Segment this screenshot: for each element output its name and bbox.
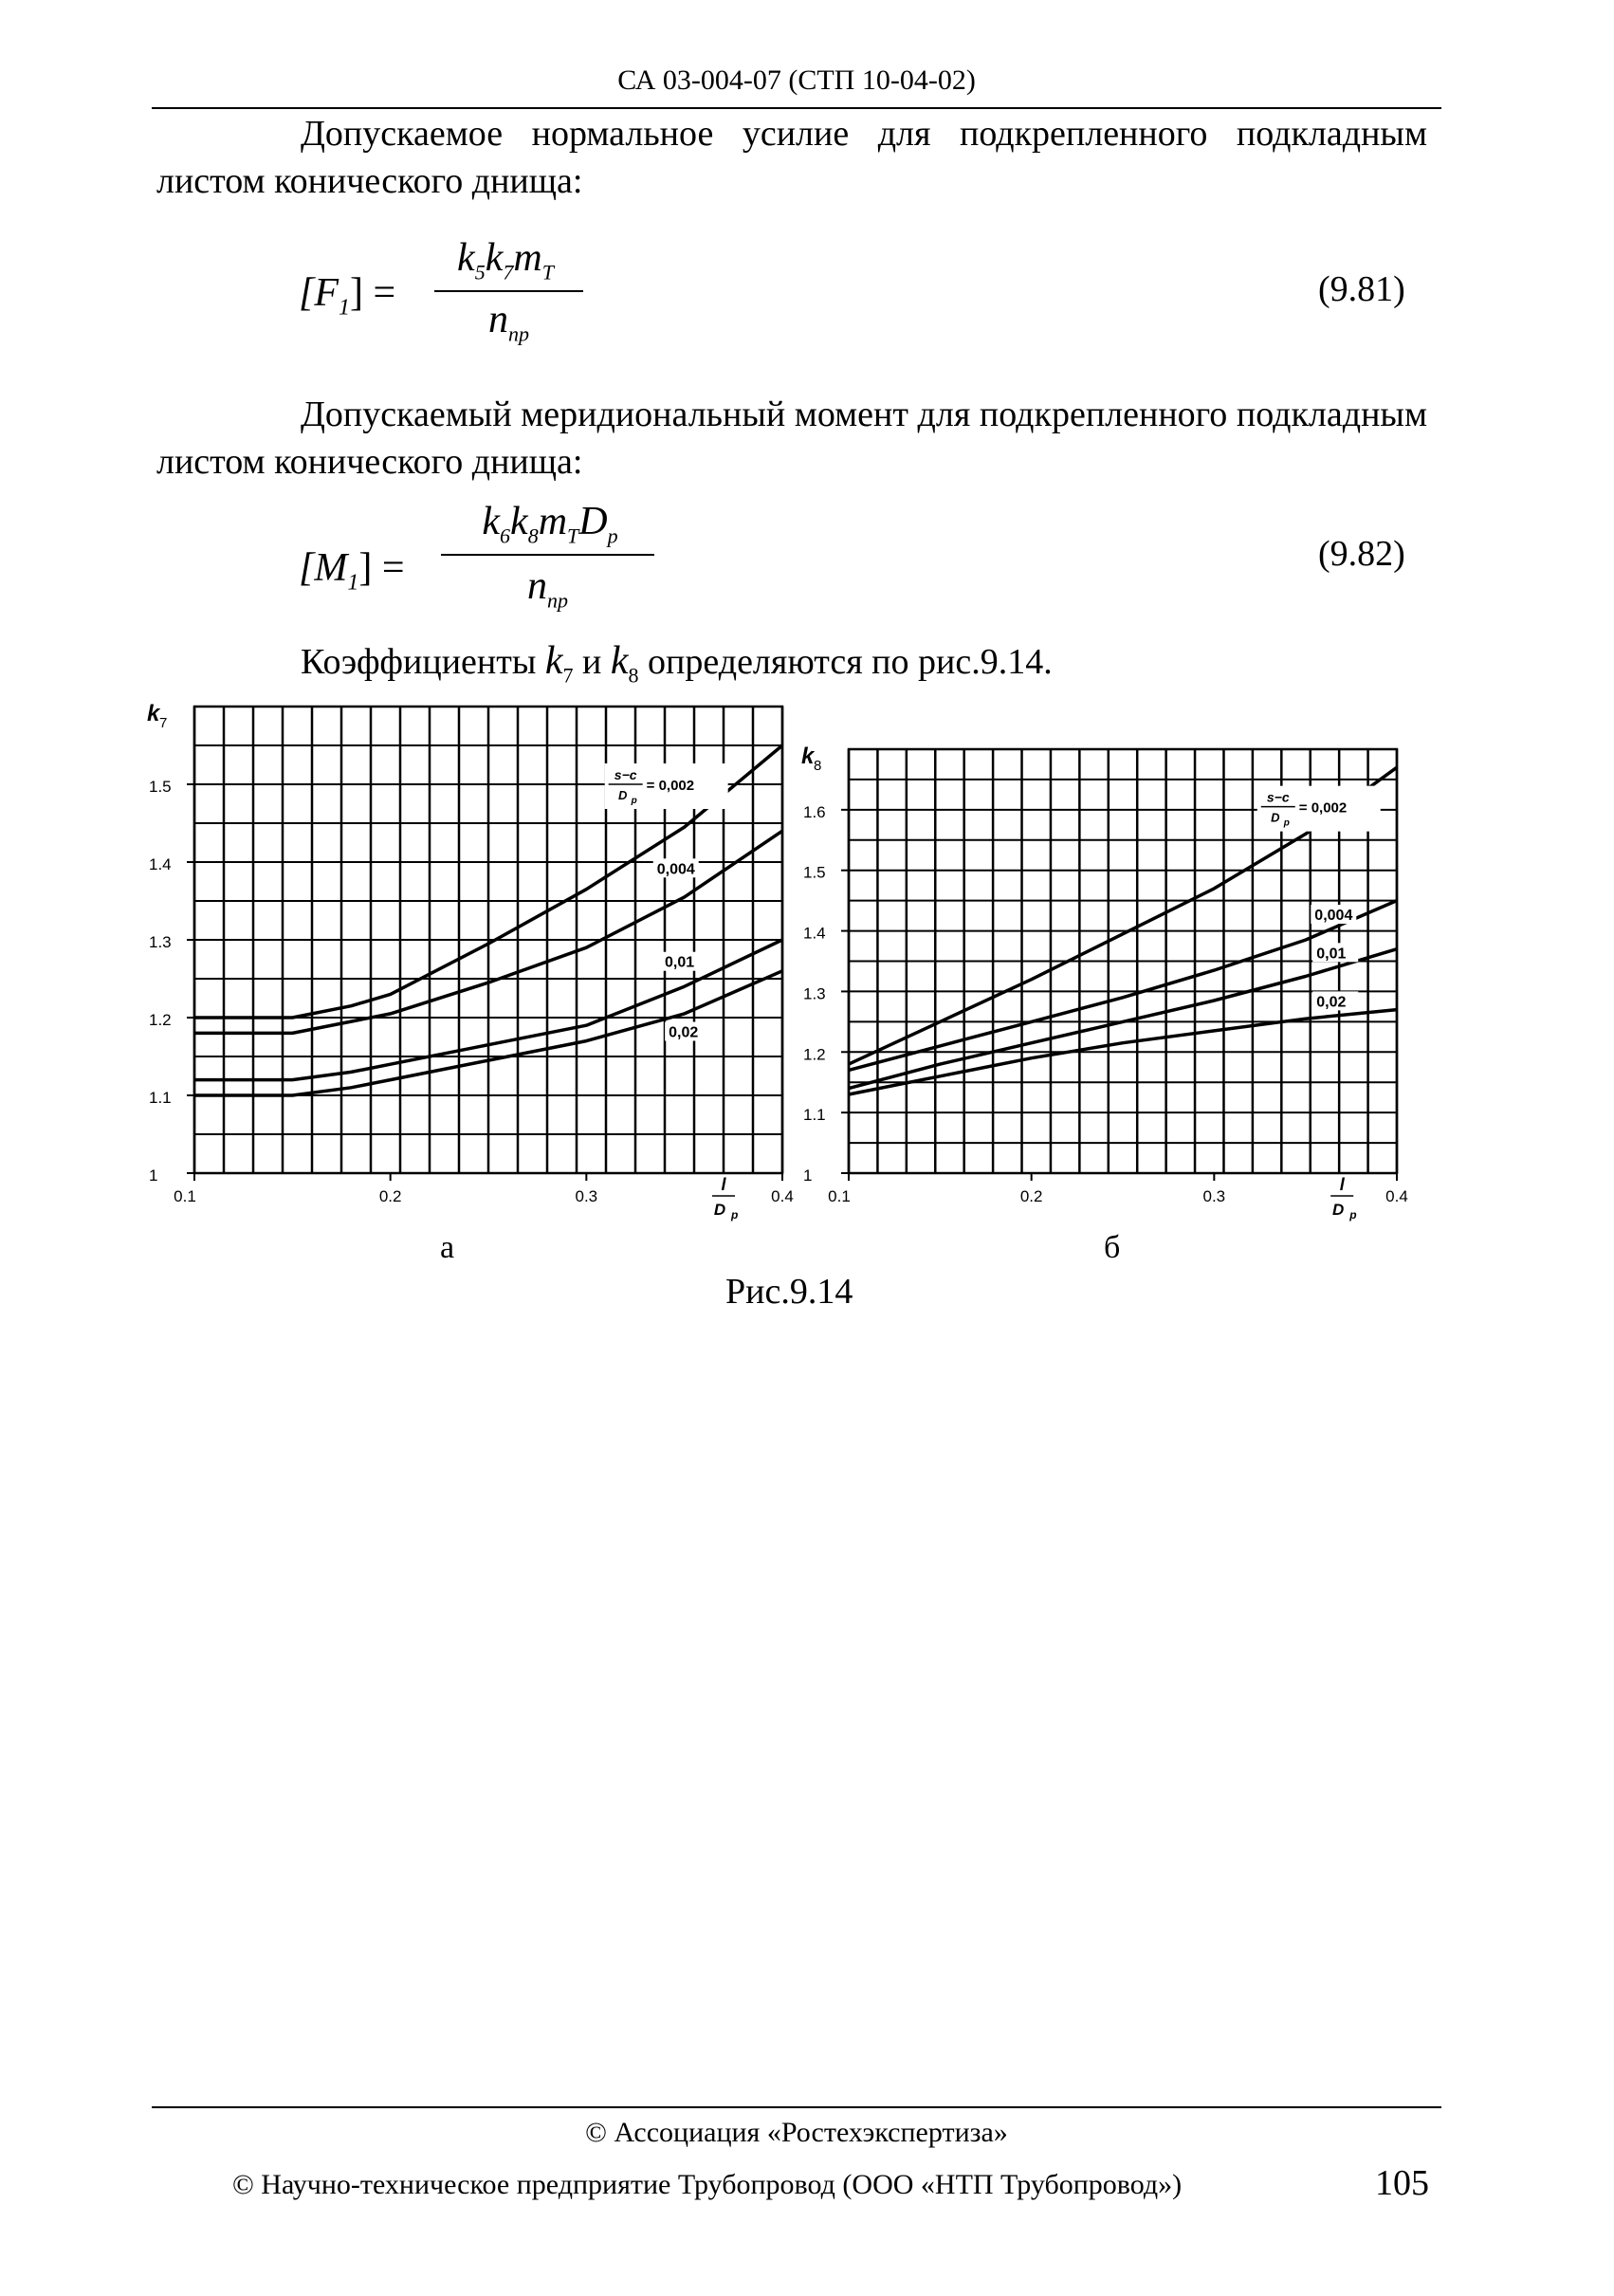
coef-prefix: Коэффициенты — [301, 642, 537, 682]
t-sub: p — [607, 523, 618, 548]
series-label: 0,02 — [669, 1024, 699, 1041]
t: k — [544, 639, 563, 683]
running-header: СА 03-004-07 (СТП 10-04-02) — [617, 64, 976, 96]
equation-number-9-82: (9.82) — [1318, 534, 1405, 574]
series-label: 0,02 — [1316, 994, 1347, 1011]
paragraph-text: Допускаемый меридиональный момент для подкрепленного подкладным листом конического днища: — [156, 395, 1427, 482]
t-sub: 6 — [500, 523, 511, 548]
x-axis-label-den: D — [1332, 1201, 1345, 1219]
eq2-lhs-end: ] = — [358, 546, 405, 590]
series-label: 0,004 — [1314, 908, 1353, 925]
x-tick-label: 0.4 — [771, 1187, 794, 1205]
y-tick-label: 1.2 — [149, 1011, 172, 1029]
y-tick-label: 1.3 — [803, 984, 826, 1003]
y-tick-label: 1.1 — [803, 1106, 826, 1125]
eq1-lhs-end: ] = — [350, 271, 396, 315]
x-tick-label: 0.1 — [174, 1187, 196, 1205]
y-tick-label: 1.3 — [149, 933, 172, 951]
t: D — [578, 500, 608, 543]
y-tick-label: 1.1 — [149, 1089, 172, 1107]
t: n — [488, 298, 508, 341]
page-number: 105 — [1375, 2163, 1429, 2203]
footer-rule — [152, 2106, 1441, 2108]
panel-label-b: б — [1104, 1230, 1121, 1265]
eq1-lhs-sub: 1 — [339, 295, 350, 321]
footer-company: © Научно-техническое предприятие Трубопровод (ООО «НТП Трубопровод») — [232, 2169, 1183, 2200]
coef-conj: и — [582, 642, 602, 682]
series-label: 0,01 — [1316, 946, 1347, 963]
t: m — [538, 500, 568, 543]
legend-num: s−c — [1266, 789, 1290, 805]
x-axis-label-den-sub: p — [1349, 1208, 1357, 1221]
t: k — [457, 236, 475, 280]
paragraph-text: Допускаемое нормальное усилие для подкрепленного подкладным листом конического днища: — [156, 114, 1427, 201]
footer-association: © Ассоциация «Ростехэкспертиза» — [585, 2117, 1008, 2148]
t-sub: 8 — [527, 523, 539, 548]
figure-caption: Рис.9.14 — [725, 1272, 853, 1312]
x-tick-label: 0.3 — [1202, 1187, 1226, 1205]
t-sub: пр — [508, 321, 529, 346]
eq2-lhs-base: [M — [299, 546, 348, 590]
legend-den: D — [617, 788, 628, 802]
y-tick-label: 1.4 — [803, 924, 826, 943]
y-tick-label: 1 — [149, 1166, 158, 1185]
t-sub: 8 — [628, 663, 639, 688]
t-sub: T — [541, 260, 554, 285]
t: k — [510, 500, 528, 543]
t-sub: 7 — [562, 663, 574, 688]
y-tick-label: 1.5 — [149, 778, 172, 796]
y-axis-label-sub: 8 — [814, 758, 822, 774]
x-tick-label: 0.4 — [1385, 1187, 1408, 1205]
y-axis-label: k — [147, 701, 160, 726]
x-tick-label: 0.2 — [1019, 1187, 1043, 1205]
t: k — [482, 500, 501, 543]
y-tick-label: 1 — [803, 1166, 813, 1185]
x-axis-label-num: l — [721, 1175, 726, 1194]
t-sub: пр — [547, 588, 568, 613]
x-tick-label: 0.2 — [378, 1187, 402, 1205]
chart-panel-a — [147, 701, 794, 1221]
y-axis-label-sub: 7 — [159, 715, 168, 731]
legend-den-sub: p — [631, 796, 637, 806]
y-tick-label: 1.2 — [803, 1045, 826, 1064]
x-axis-label-num: l — [1339, 1175, 1345, 1194]
legend-den-sub: p — [1283, 817, 1290, 829]
t-sub: 5 — [474, 260, 486, 285]
equation-number-9-81: (9.81) — [1318, 269, 1405, 309]
t: n — [527, 564, 547, 608]
legend-value: = 0,002 — [1298, 799, 1348, 817]
eq2-lhs-sub: 1 — [347, 570, 359, 596]
series-label: 0,01 — [665, 954, 695, 971]
series-label: 0,004 — [656, 861, 695, 878]
x-axis-label-den: D — [713, 1201, 726, 1219]
legend-den: D — [1271, 810, 1280, 825]
eq1-lhs-base: [F — [299, 271, 339, 315]
t: m — [513, 236, 542, 280]
t: k — [610, 639, 629, 683]
y-tick-label: 1.5 — [803, 863, 826, 882]
y-axis-label: k — [801, 744, 815, 769]
panel-label-a: а — [440, 1230, 455, 1265]
chart-panel-b — [801, 744, 1408, 1221]
x-axis-label-den-sub: p — [731, 1208, 739, 1221]
x-tick-label: 0.3 — [575, 1187, 598, 1205]
t: k — [485, 236, 504, 280]
series-line — [849, 901, 1397, 1071]
x-tick-label: 0.1 — [828, 1187, 851, 1205]
coef-suffix: определяются по рис.9.14. — [648, 642, 1053, 682]
legend-value: = 0,002 — [646, 778, 695, 794]
t-sub: 7 — [503, 260, 514, 285]
legend-num: s−c — [614, 767, 637, 782]
y-tick-label: 1.4 — [149, 855, 172, 873]
t-sub: T — [567, 523, 579, 548]
y-tick-label: 1.6 — [803, 802, 826, 821]
